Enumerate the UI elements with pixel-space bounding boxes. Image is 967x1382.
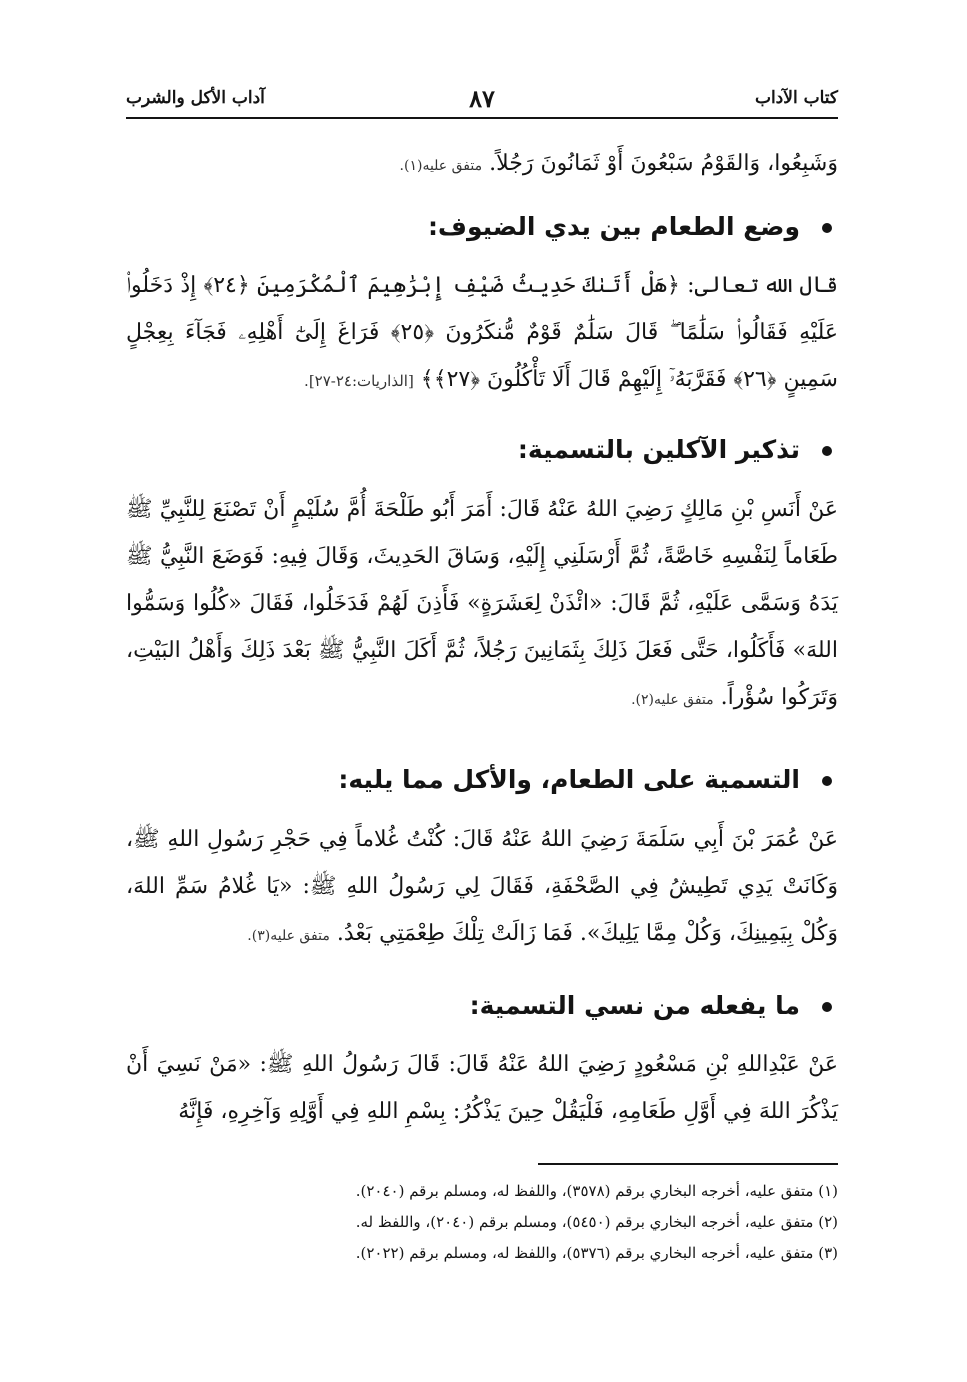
- section-paragraph-serving-food: [126, 262, 838, 405]
- footnote: (١) متفق عليه، أخرجه البخاري برقم (٣٥٧٨)، واللفظ له، ومسلم برقم (٢٠٤٠).: [355, 1182, 838, 1200]
- header-divider: [126, 117, 838, 119]
- section-paragraph-reminding-tasmiya: [126, 486, 838, 724]
- footnote: (٢) متفق عليه، أخرجه البخاري برقم (٥٤٥٠)، ومسلم برقم (٢٠٤٠)، واللفظ له.: [355, 1213, 838, 1231]
- section-heading-text: تذكير الآكلين بالتسمية:: [517, 435, 800, 464]
- intro-paragraph: [126, 140, 838, 190]
- hadith-citation: متفق عليه(٢).: [631, 692, 714, 708]
- book-title: كتاب الآداب: [754, 88, 838, 108]
- footnotes: [126, 1176, 838, 1269]
- bullet-icon: [822, 776, 832, 786]
- hadith-citation: متفق عليه(٣).: [247, 928, 330, 944]
- page-header: [126, 84, 838, 114]
- hadith-text: عَنْ عُمَرَ بْنَ أَبِي سَلَمَةَ رَضِيَ اللهُ عَنْهُ قَالَ: كُنْتُ غُلاماً فِي حَجْرِ رَسُولِ اللهِ ﷺ، وَكَانَتْ يَدِي تَطِيشُ فِي الصَّحْفَةِ، فَقَالَ لِي رَسُولُ اللهِ ﷺ: «يَا غُلامُ سَمِّ اللهَ، وَكُلْ بِيَمِينِكَ، وَكُلْ مِمَّا يَلِيكَ». فَمَا زَالَتْ تِلْكَ طِعْمَتِي بَعْدُ.: [126, 827, 838, 946]
- section-heading-tasmiya-eating: [126, 760, 838, 800]
- section-heading-reminding-tasmiya: [126, 430, 838, 470]
- section-heading-text: ما يفعله من نسي التسمية:: [469, 991, 800, 1020]
- bullet-icon: [822, 446, 832, 456]
- hadith-text: عَنْ عَبْدِاللهِ بْنِ مَسْعُودٍ رَضِيَ اللهُ عَنْهُ قَالَ: قَالَ رَسُولُ اللهِ ﷺ: «مَنْ نَسِيَ أَنْ يَذْكُرَ اللهَ فِي أَوَّلِ طَعَامِهِ، فَلْيَقُلْ حِينَ يَذْكُرُ: بِسْمِ اللهِ فِي أَوَّلِهِ وَآخِرِهِ، فَإِنَّهُ: [126, 1052, 838, 1124]
- quran-verse: قال الله تعالى: ﴿هَلْ أَتَىٰكَ حَدِيثُ ضَيْفِ إِبْرَٰهِيمَ ٱلْمُكْرَمِينَ ﴿٢٤﴾ إِذْ دَخَلُوا۟ عَلَيْهِ فَقَالُوا۟ سَلَٰمًا ۖ قَالَ سَلَٰمٌ قَوْمٌ مُّنكَرُونَ ﴿٢٥﴾ فَرَاغَ إِلَىٰٓ أَهْلِهِۦ فَجَآءَ بِعِجْلٍ سَمِينٍ ﴿٢٦﴾ فَقَرَّبَهُۥٓ إِلَيْهِمْ قَالَ أَلَا تَأْكُلُونَ ﴿٢٧﴾﴾: [126, 273, 838, 392]
- bullet-icon: [822, 1002, 832, 1012]
- section-paragraph-forgot-tasmiya: [126, 1041, 838, 1135]
- section-heading-forgot-tasmiya: [126, 986, 838, 1026]
- section-heading-text: وضع الطعام بين يدي الضيوف:: [427, 212, 800, 241]
- page-number: ٨٧: [469, 84, 495, 113]
- intro-text: وَشَبِعُوا، وَالقَوْمُ سَبْعُونَ أَوْ ثَمَانُونَ رَجُلاً.: [489, 151, 838, 176]
- footnote: (٣) متفق عليه، أخرجه البخاري برقم (٥٣٧٦)، واللفظ له، ومسلم برقم (٢٠٢٢).: [355, 1244, 838, 1262]
- section-heading-serving-food: [126, 207, 838, 247]
- intro-citation: متفق عليه(١).: [399, 158, 483, 174]
- footnote-divider: [538, 1163, 838, 1165]
- chapter-title: آداب الأكل والشرب: [126, 88, 265, 108]
- verse-reference: [الذاريات:٢٤-٢٧].: [304, 372, 414, 390]
- section-paragraph-tasmiya-eating: [126, 816, 838, 960]
- section-heading-text: التسمية على الطعام، والأكل مما يليه:: [338, 765, 800, 794]
- hadith-text: عَنْ أَنَسِ بْنِ مَالِكٍ رَضِيَ اللهُ عَنْهُ قَالَ: أَمَرَ أَبُو طَلْحَةَ أُمَّ سُلَيْمٍ أَنْ تَصْنَعَ لِلنَّبِيِّ ﷺ طَعَاماً لِنَفْسِهِ خَاصَّةً، ثُمَّ أَرْسَلَنِي إِلَيْهِ، وَسَاقَ الحَدِيثَ، وَقَالَ فِيهِ: فَوَضَعَ النَّبِيُّ ﷺ يَدَهُ وَسَمَّى عَلَيْهِ، ثُمَّ قَالَ: «ائْذَنْ لِعَشَرَةٍ» فَأَذِنَ لَهُمْ فَدَخَلُوا، فَقَالَ «كُلُوا وَسَمُّوا اللهَ» فَأَكَلُوا، حَتَّى فَعَلَ ذَلِكَ بِثَمَانِينَ رَجُلاً، ثُمَّ أَكَلَ النَّبِيُّ ﷺ بَعْدَ ذَلِكَ وَأَهْلُ البَيْتِ، وَتَرَكُوا سُؤْراً.: [126, 497, 838, 710]
- bullet-icon: [822, 223, 832, 233]
